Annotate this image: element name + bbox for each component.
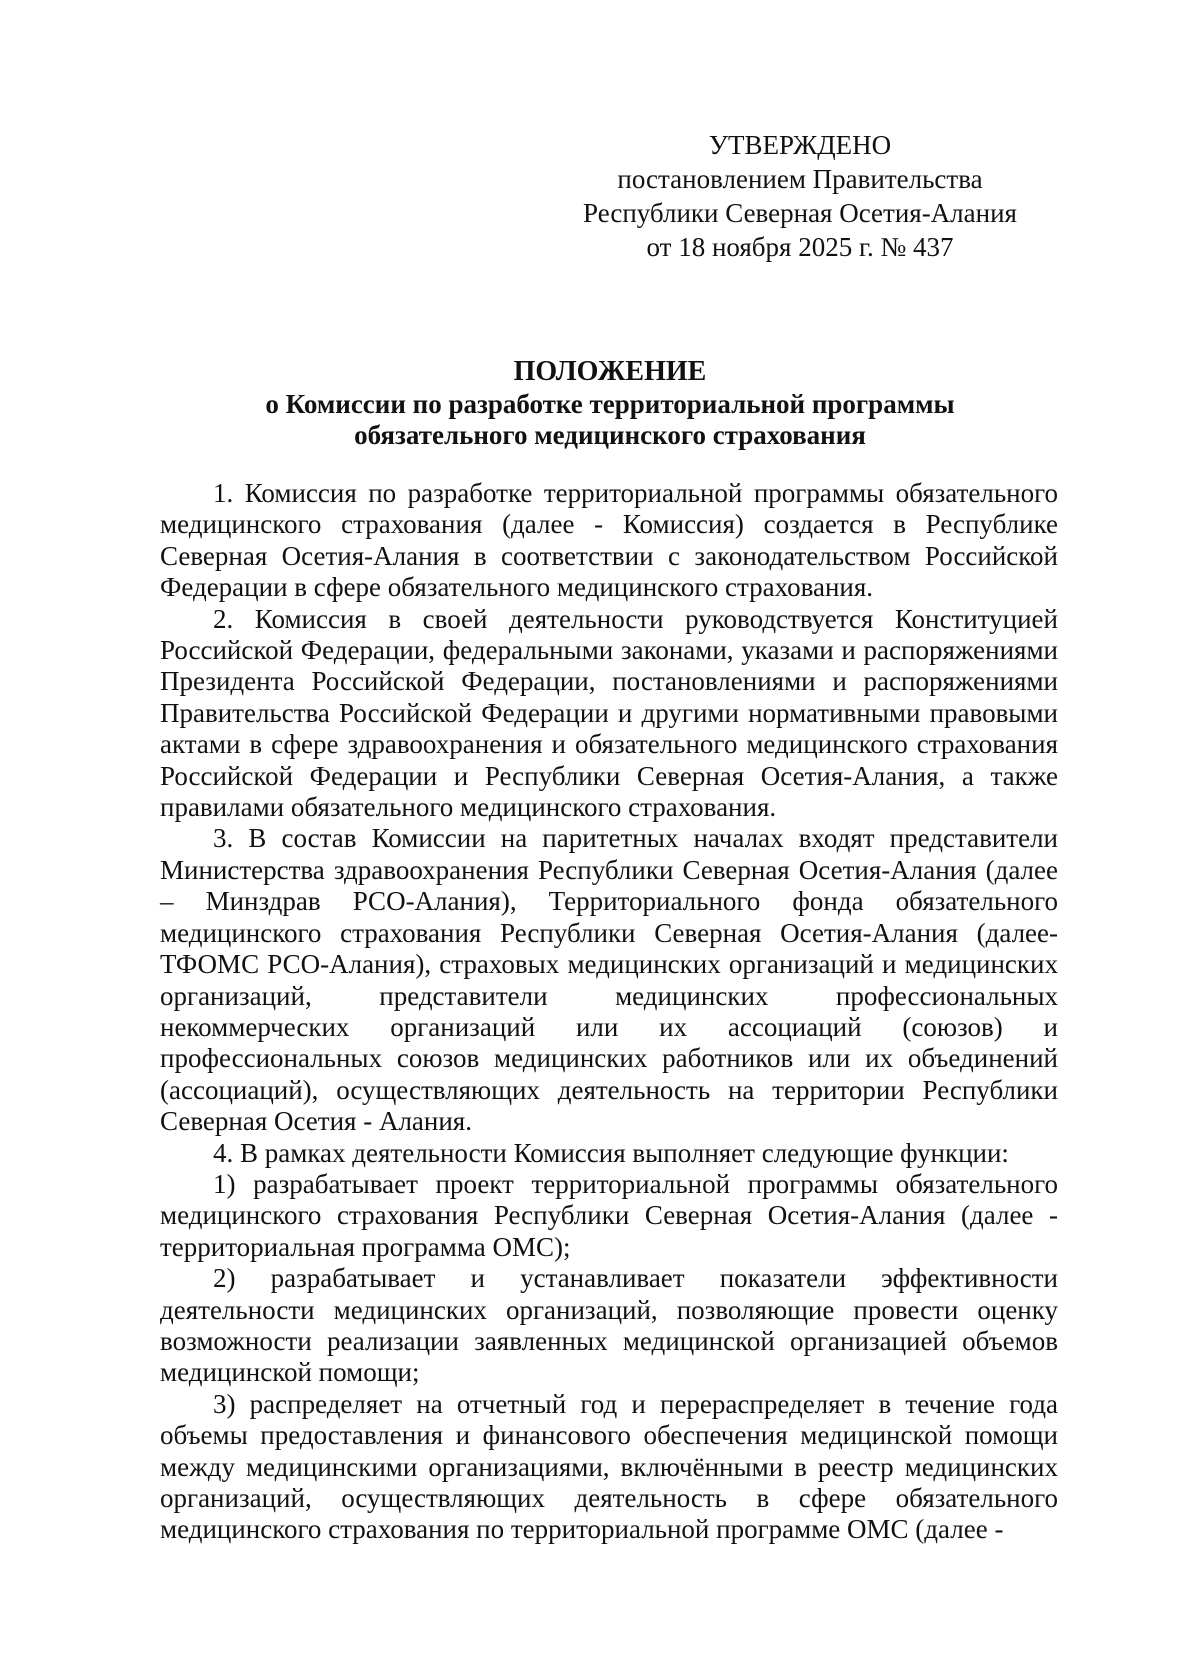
document-body [160,478,1058,1546]
paragraph-2: 2. Комиссия в своей деятельности руководствуется Конституцией Российской Федерации, федеральными законами, указами и распоряжениями Президента Российской Федерации, постановлениями и распоряжениями Правительства Российской Федерации и другими нормативными правовыми актами в сфере здравоохранения и обязательного медицинского страхования Российской Федерации и Республики Северная Осетия-Алания, а также правилами обязательного медицинского страхования. [160,603,1058,823]
paragraph-1: 1. Комиссия по разработке территориальной программы обязательного медицинского страхования (далее - Комиссия) создается в Республике Северная Осетия-Алания в соответствии с законодательством Российской Федерации в сфере обязательного медицинского страхования. [160,478,1058,603]
approval-line: постановлением Правительства [617,164,983,194]
approval-date-number: от 18 ноября 2025 г. № 437 [646,232,954,262]
list-item-2: 2) разрабатывает и устанавливает показатели эффективности деятельности медицинских организаций, позволяющие провести оценку возможности реализации заявленных медицинской организацией объемов медицинской помощи; [160,1263,1058,1388]
title-subtitle: обязательного медицинского страхования [354,420,866,450]
title-subtitle: о Комиссии по разработке территориальной программы [265,389,955,419]
approval-heading: УТВЕРЖДЕНО [708,130,892,160]
title-main: ПОЛОЖЕНИЕ [513,356,707,387]
approval-stamp [560,128,1040,264]
list-item-3: 3) распределяет на отчетный год и перераспределяет в течение года объемы предоставления и финансового обеспечения медицинской помощи между медицинскими организациями, включёнными в реестр медицинских организаций, осуществляющих деятельность в сфере обязательного медицинского страхования по территориальной программе ОМС (далее - [160,1388,1058,1545]
document-title [160,356,1060,451]
paragraph-3: 3. В состав Комиссии на паритетных началах входят представители Министерства здравоохранения Республики Северная Осетия-Алания (далее – Минздрав РСО-Алания), Территориального фонда обязательного медицинского страхования Республики Северная Осетия-Алания (далее-ТФОМС РСО-Алания), страховых медицинских организаций и медицинских организаций, представители медицинских профессиональных некоммерческих организаций или их ассоциаций (союзов) и профессиональных союзов медицинских работников или их объединений (ассоциаций), осуществляющих деятельность на территории Республики Северная Осетия - Алания. [160,823,1058,1137]
paragraph-4: 4. В рамках деятельности Комиссия выполняет следующие функции: [213,1137,1009,1168]
list-item-1: 1) разрабатывает проект территориальной программы обязательного медицинского страхования Республики Северная Осетия-Алания (далее - территориальная программа ОМС); [160,1168,1058,1262]
approval-line: Республики Северная Осетия-Алания [583,198,1017,228]
